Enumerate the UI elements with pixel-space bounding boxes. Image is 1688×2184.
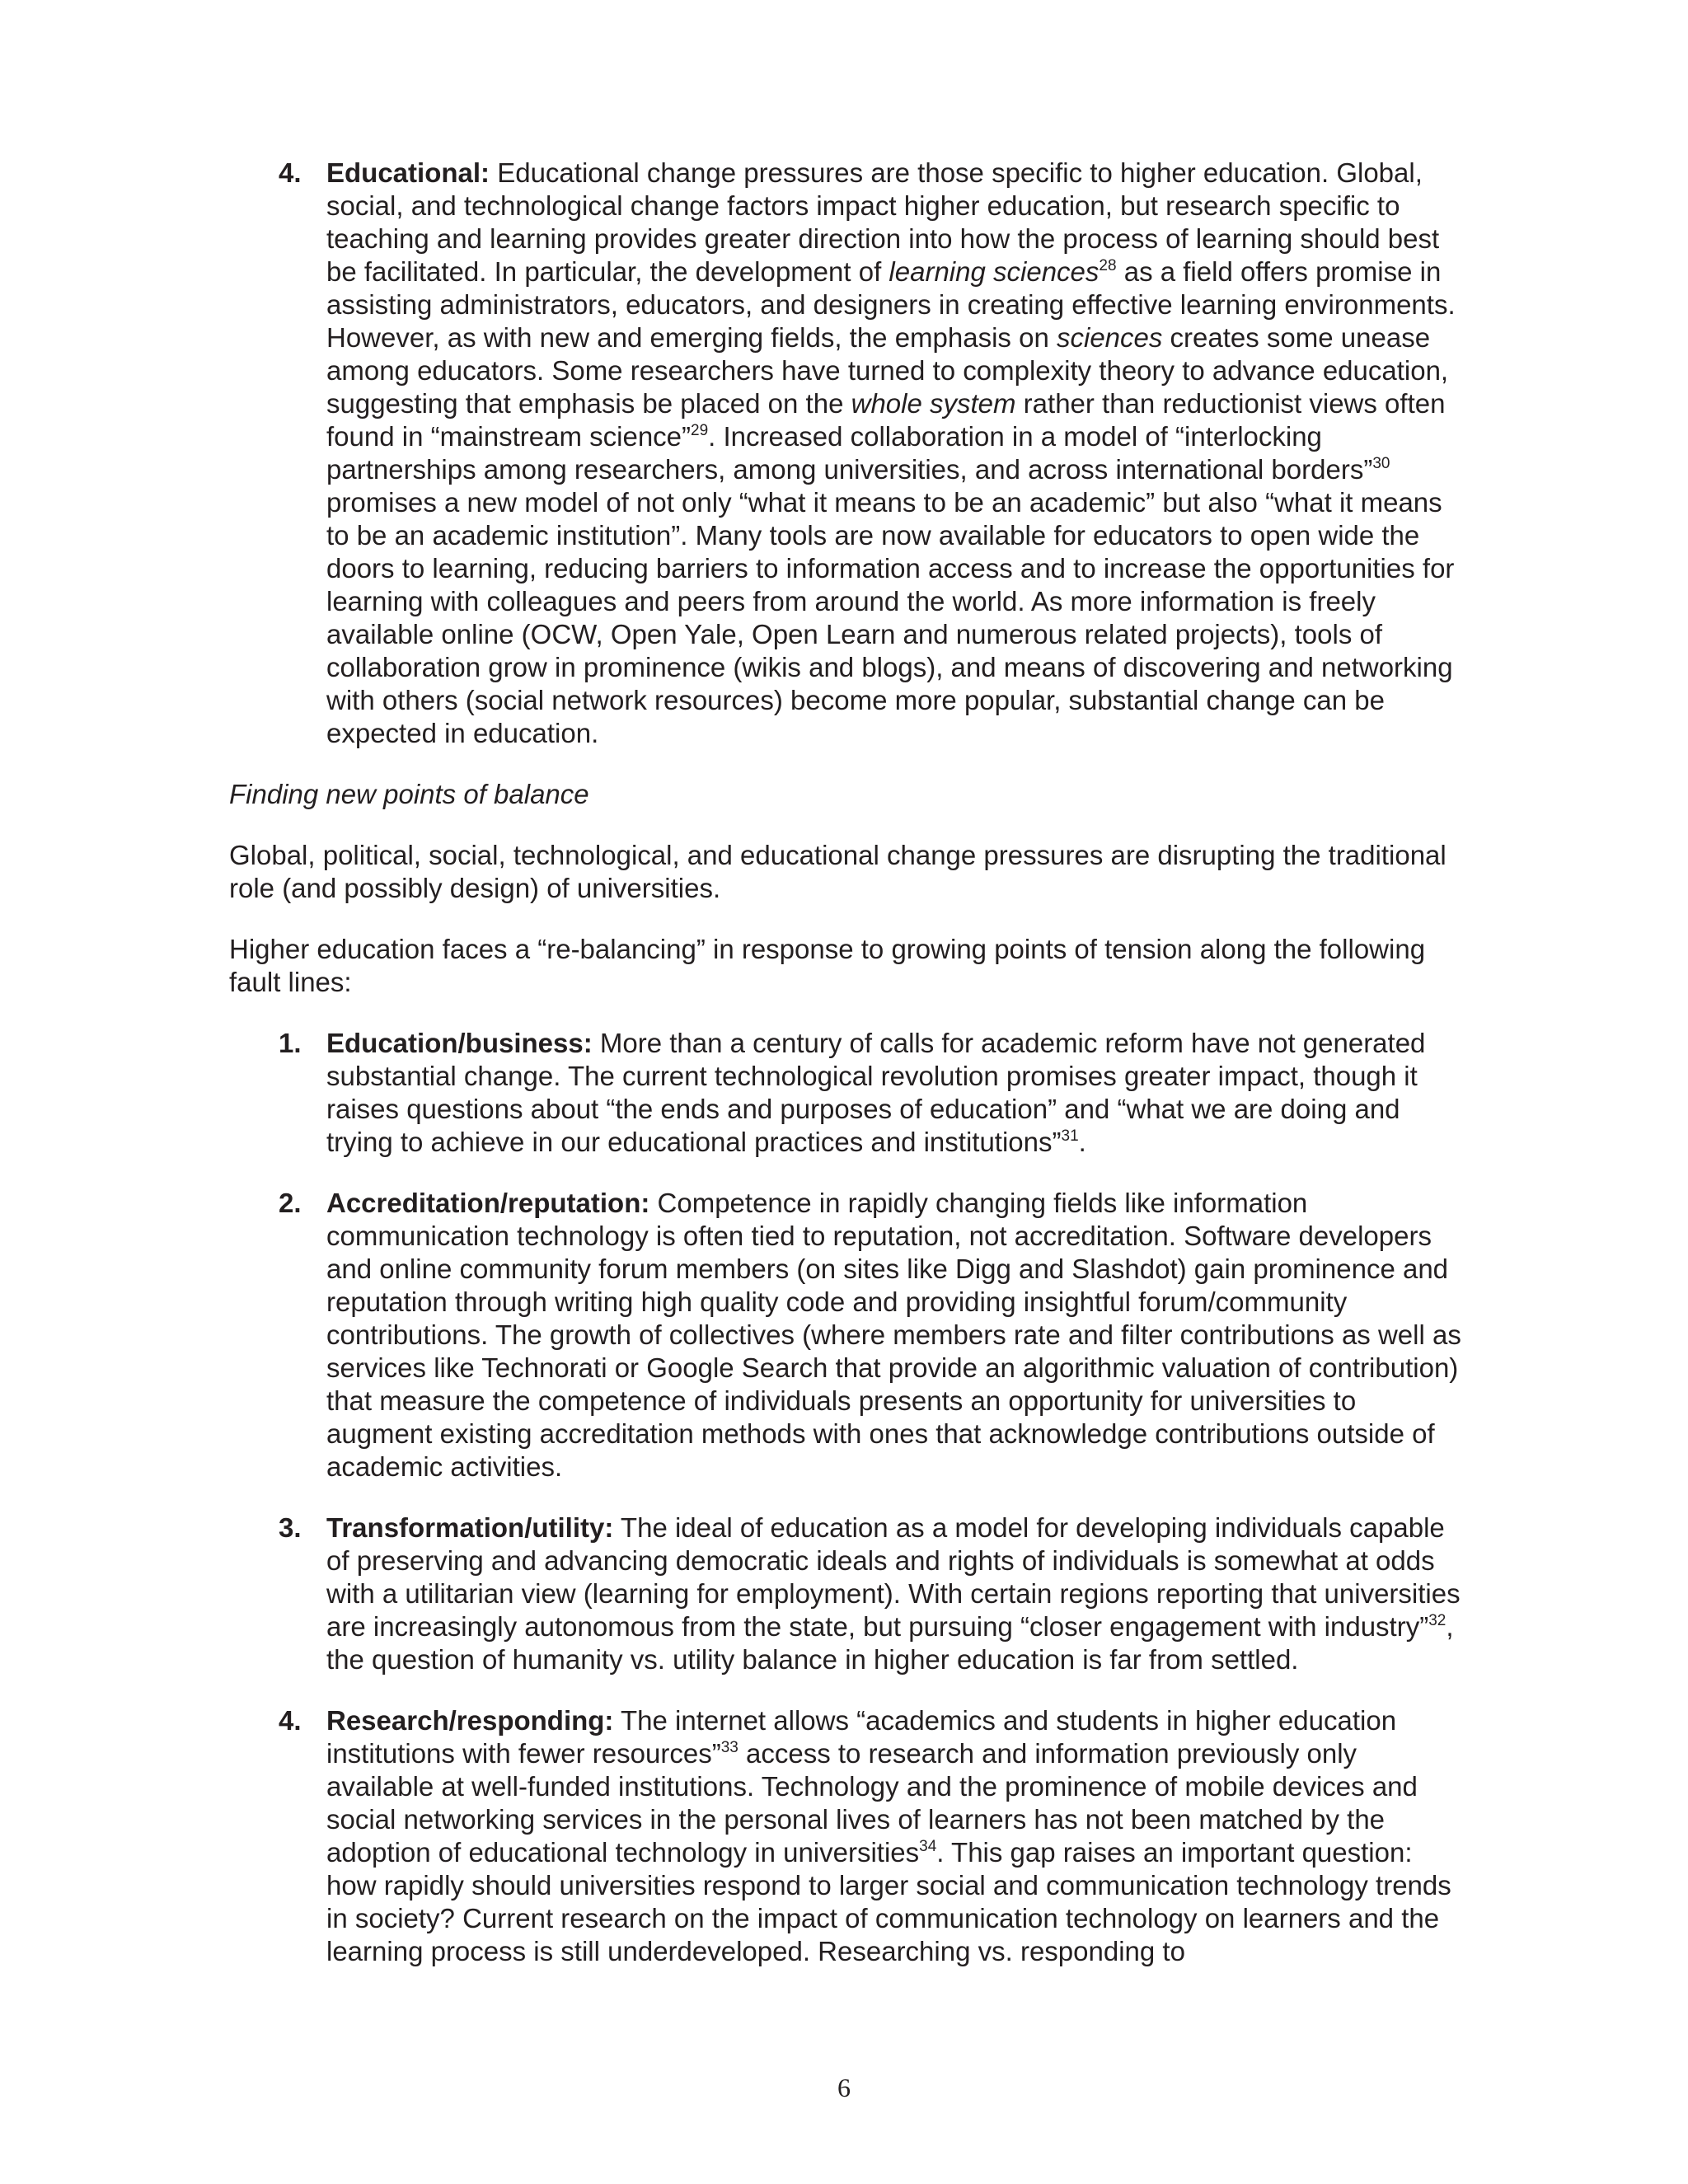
text-run: creates some unease among educators. Some researchers have turned to complexity theory to advance education, suggesting that emphasis be placed on the bbox=[326, 322, 1449, 419]
text-run: Competence in rapidly changing fields like information communication technology is often tied to reputation, not accreditation. Software developers and online community forum members (on sites like Digg and Slashdot) gain prominence and reputation through writing high quality code and providing insightful forum/community contributions. The growth of collectives (where members rate and filter contributions as well as services like Technorati or Google Search that provide an algorithmic valuation of contribution) that measure the competence of individuals presents an opportunity for universities to augment existing accreditation methods with ones that acknowledge contributions outside of academic activities. bbox=[326, 1188, 1461, 1482]
footnote-ref: 32 bbox=[1428, 1612, 1447, 1629]
paragraph: Higher education faces a “re-balancing” in response to growing points of tension along the following fault lines: bbox=[229, 934, 1426, 997]
list-item bbox=[229, 1704, 1465, 1968]
page-number: 6 bbox=[837, 2073, 851, 2102]
footnote-ref: 28 bbox=[1099, 257, 1117, 274]
footnote-ref: 31 bbox=[1061, 1127, 1079, 1145]
text-run: access to research and information previously only available at well-funded institutions. Technology and the prominence of mobile devices and social networking services in the personal lives of learners has not been matched by the adoption of educational technology in universities bbox=[326, 1738, 1418, 1868]
italic-term: sciences bbox=[1056, 322, 1163, 353]
text-run: More than a century of calls for academic reform have not generated substantial change. The current technological revolution promises greater impact, though it raises questions about “the ends and purposes of education” and “what we are doing and trying to achieve in our educational practices and institutions” bbox=[326, 1028, 1426, 1157]
list-number: 3. bbox=[279, 1512, 302, 1543]
list-number: 4. bbox=[279, 1705, 302, 1736]
text-run: . This gap raises an important question: how rapidly should universities respond to larger social and communication technology trends in society? Current research on the impact of communication technology on learners and the learning process is still underdeveloped. Researching vs. responding to bbox=[326, 1837, 1451, 1966]
document-body bbox=[229, 157, 1465, 1968]
italic-term: whole system bbox=[851, 388, 1016, 419]
list-number: 2. bbox=[279, 1188, 302, 1218]
text-run: . bbox=[1078, 1127, 1086, 1157]
list-item-lead: Research/responding: bbox=[326, 1705, 614, 1736]
list-item bbox=[229, 1511, 1465, 1676]
text-run: , the question of humanity vs. utility balance in higher education is far from settled. bbox=[326, 1611, 1454, 1675]
italic-term: learning sciences bbox=[889, 256, 1100, 287]
text-run: promises a new model of not only “what it means to be an academic” but also “what it means to be an academic institution”. Many tools are now available for educators to open wide the doors to learning, reducing barriers to information access and to increase the opportunities for learning with colleagues and peers from around the world. As more information is freely available online (OCW, Open Yale, Open Learn and numerous related projects), tools of collaboration grow in prominence (wikis and blogs), and means of discovering and networking with others (social network resources) become more popular, substantial change can be expected in education. bbox=[326, 487, 1455, 748]
footnote-ref: 33 bbox=[720, 1739, 738, 1756]
list-item-lead: Educational: bbox=[326, 157, 490, 188]
list-item-lead: Accreditation/reputation: bbox=[326, 1188, 650, 1218]
text-run: The internet allows “academics and students in higher education institutions with fewer resources” bbox=[326, 1705, 1397, 1769]
list-item-educational bbox=[229, 157, 1465, 750]
text-run: The ideal of education as a model for developing individuals capable of preserving and advancing democratic ideals and rights of individuals is somewhat at odds with a utilitarian view (learning for employment). With certain regions reporting that universities are increasingly autonomous from the state, but pursuing “closer engagement with industry” bbox=[326, 1512, 1461, 1642]
text-run: . Increased collaboration in a model of “interlocking partnerships among researchers, among universities, and across international borders” bbox=[326, 421, 1373, 485]
paragraph: Global, political, social, technological, and educational change pressures are disrupting the traditional role (and possibly design) of universities. bbox=[229, 840, 1447, 903]
footnote-ref: 30 bbox=[1372, 455, 1390, 472]
text-run: Educational change pressures are those specific to higher education. Global, social, and technological change factors impact higher education, but research specific to teaching and learning provides greater direction into how the process of learning should best be facilitated. In particular, the development of bbox=[326, 157, 1440, 287]
text-run: rather than reductionist views often found in “mainstream science” bbox=[326, 388, 1446, 452]
footnote-ref: 29 bbox=[691, 422, 709, 439]
footnote-ref: 34 bbox=[919, 1838, 937, 1855]
list-item-lead: Transformation/utility: bbox=[326, 1512, 614, 1543]
list-item bbox=[229, 1187, 1465, 1483]
section-heading: Finding new points of balance bbox=[229, 779, 589, 809]
list-number: 4. bbox=[279, 157, 302, 188]
text-run: as a field offers promise in assisting administrators, educators, and designers in creating effective learning environments. However, as with new and emerging fields, the emphasis on bbox=[326, 256, 1456, 353]
list-item bbox=[229, 1027, 1465, 1159]
list-number: 1. bbox=[279, 1028, 302, 1058]
list-item-lead: Education/business: bbox=[326, 1028, 593, 1058]
